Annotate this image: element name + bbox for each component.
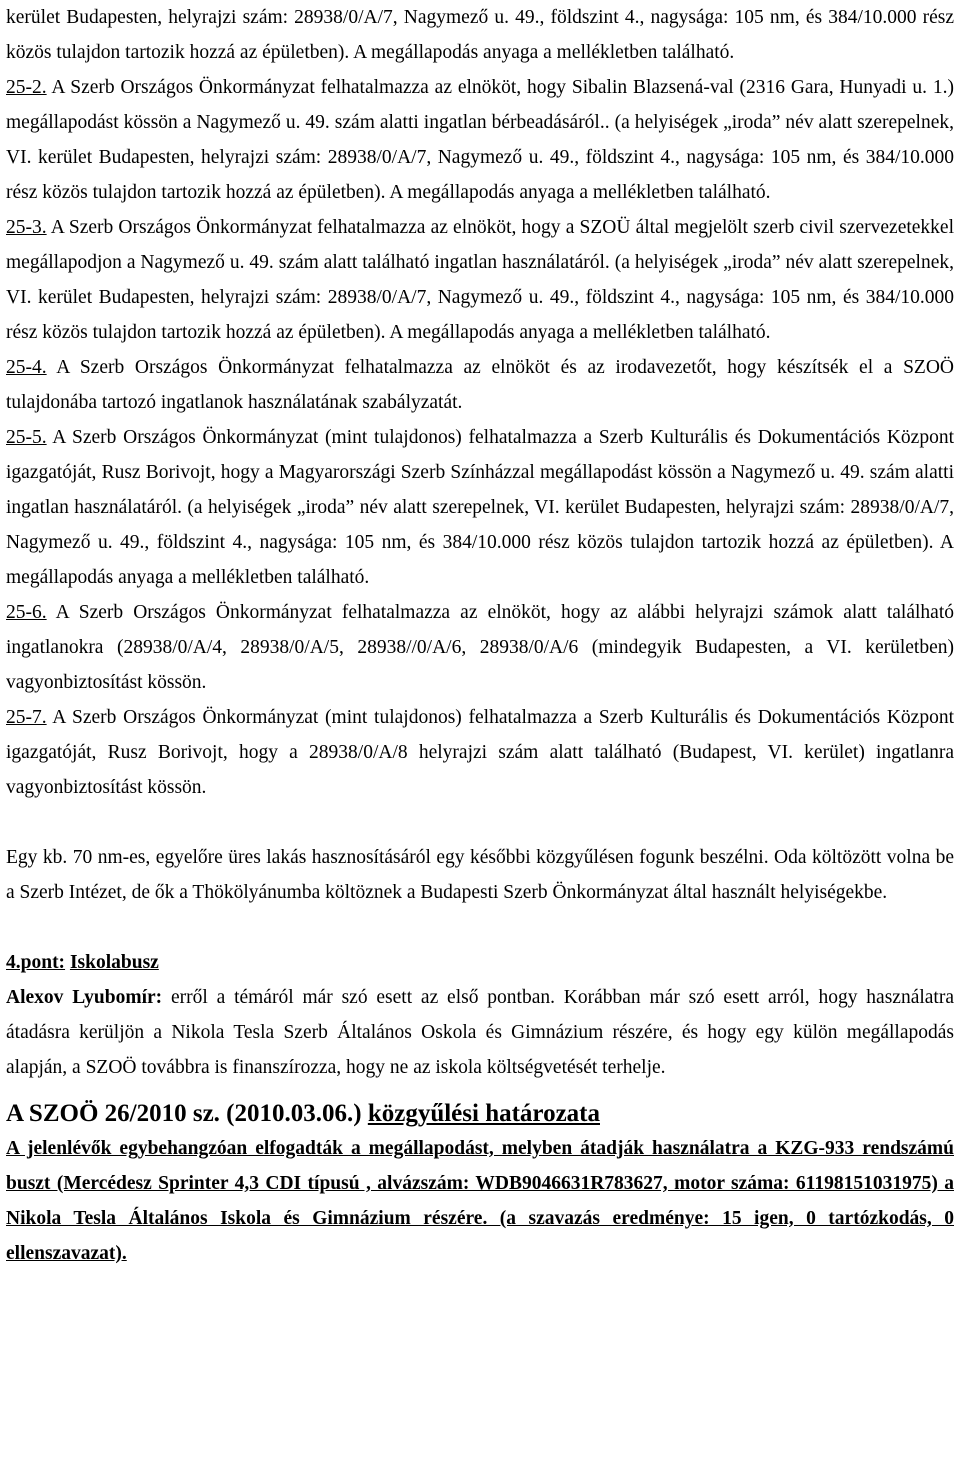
item-number: 25-3. <box>6 217 47 238</box>
resolution-body: A jelenlévők egybehangzóan elfogadták a megállapodást, melyben átadják használatra a KZG-933 rendszámú buszt (Mercédesz Sprinter 4,3 CDI típusú , alvázszám: WDB9046631R783627, motor száma: 61198151031975) a Nikola Tesla Általános Iskola és Gimnázium részére. (a szavazás eredménye: 15 igen, 0 tartózkodás, 0 ellenszavazat). <box>6 1138 954 1264</box>
item-text: A Szerb Országos Önkormányzat felhatalmazza az elnököt, hogy az alábbi helyrajzi számok alatt található ingatlanokra (28938/0/A/4, 28938/0/A/5, 28938//0/A/6, 28938/0/A/6 (mindegyik Budapesten, a VI. kerületben) vagyonbiztosítást kössön. <box>6 602 954 693</box>
item-text: A Szerb Országos Önkormányzat felhatalmazza az elnököt, hogy a SZOÜ által megjelölt szerb civil szervezetekkel megállapodjon a Nagymező u. 49. szám alatt található ingatlan használatáról. (a helyiségek „iroda” név alatt szerepelnek, VI. kerület Budapesten, helyrajzi szám: 28938/0/A/7, Nagymező u. 49., földszint 4., nagysága: 105 nm, és 384/10.000 rész közös tulajdon tartozik hozzá az épületben). A megállapodás anyaga a mellékletben található. <box>6 217 954 343</box>
item-text: A Szerb Országos Önkormányzat felhatalmazza az elnököt, hogy Sibalin Blazsená-val (2316 Gara, Hunyadi u. 1.) megállapodást kössön a Nagymező u. 49. szám alatti ingatlan bérbeadásáról.. (a helyiségek „iroda” név alatt szerepelnek, VI. kerület Budapesten, helyrajzi szám: 28938/0/A/7, Nagymező u. 49., földszint 4., nagysága: 105 nm, és 384/10.000 rész közös tulajdon tartozik hozzá az épületben). A megállapodás anyaga a mellékletben található. <box>6 77 954 203</box>
item-25-2 <box>6 70 954 210</box>
item-25-7 <box>6 700 954 805</box>
resolution-prefix: A SZOÖ 26/2010 sz. (2010.03.06.) <box>6 1100 362 1127</box>
item-text: A Szerb Országos Önkormányzat (mint tulajdonos) felhatalmazza a Szerb Kulturális és Dokumentációs Központ igazgatóját, Rusz Borivojt, hogy a 28938/0/A/8 helyrajzi szám alatt található (Budapest, VI. kerület) ingatlanra vagyonbiztosítást kössön. <box>6 707 954 798</box>
item-number: 25-2. <box>6 77 47 98</box>
agenda-point-heading <box>6 945 954 980</box>
resolution-title <box>6 1097 954 1131</box>
item-25-5 <box>6 420 954 595</box>
speaker-name: Alexov Lyubomír: <box>6 987 163 1008</box>
intro-paragraph: kerület Budapesten, helyrajzi szám: 28938/0/A/7, Nagymező u. 49., földszint 4., nagysága: 105 nm, és 384/10.000 rész közös tulajdon tartozik hozzá az épületben). A megállapodás anyaga a mellékletben található. <box>6 7 954 63</box>
item-25-3 <box>6 210 954 350</box>
item-25-6 <box>6 595 954 700</box>
item-number: 25-5. <box>6 427 47 448</box>
agenda-point-label: 4.pont: <box>6 952 66 973</box>
item-text: A Szerb Országos Önkormányzat felhatalmazza az elnököt és az irodavezetőt, hogy készítsék el a SZOÖ tulajdonába tartozó ingatlanok használatának szabályzatát. <box>6 357 954 413</box>
speaker-paragraph <box>6 980 954 1085</box>
resolution-suffix: közgyűlési határozata <box>367 1100 600 1127</box>
note-paragraph: Egy kb. 70 nm-es, egyelőre üres lakás hasznosításáról egy későbbi közgyűlésen fogunk beszélni. Oda költözött volna be a Szerb Intézet, de ők a Thökölyánumba költöznek a Budapesti Szerb Önkormányzat által használt helyiségekbe. <box>6 847 954 903</box>
item-25-4 <box>6 350 954 420</box>
item-number: 25-4. <box>6 357 47 378</box>
item-number: 25-6. <box>6 602 47 623</box>
agenda-point-title: Iskolabusz <box>69 952 159 973</box>
item-text: A Szerb Országos Önkormányzat (mint tulajdonos) felhatalmazza a Szerb Kulturális és Dokumentációs Központ igazgatóját, Rusz Borivojt, hogy a Magyarországi Szerb Színházzal megállapodást kössön a Nagymező u. 49. szám alatti ingatlan használatáról. (a helyiségek „iroda” név alatt szerepelnek, VI. kerület Budapesten, helyrajzi szám: 28938/0/A/7, Nagymező u. 49., földszint 4., nagysága: 105 nm, és 384/10.000 rész közös tulajdon tartozik hozzá az épületben). A megállapodás anyaga a mellékletben található. <box>6 427 954 588</box>
spacer <box>6 805 954 840</box>
spacer <box>6 910 954 945</box>
speaker-text: erről a témáról már szó esett az első pontban. Korábban már szó esett arról, hogy használatra átadásra kerüljön a Nikola Tesla Szerb Általános Oskola és Gimnázium részére, és hogy egy külön megállapodás alapján, a SZOÖ továbbra is finanszírozza, hogy ne az iskola költségvetését terhelje. <box>6 987 954 1078</box>
item-number: 25-7. <box>6 707 47 728</box>
